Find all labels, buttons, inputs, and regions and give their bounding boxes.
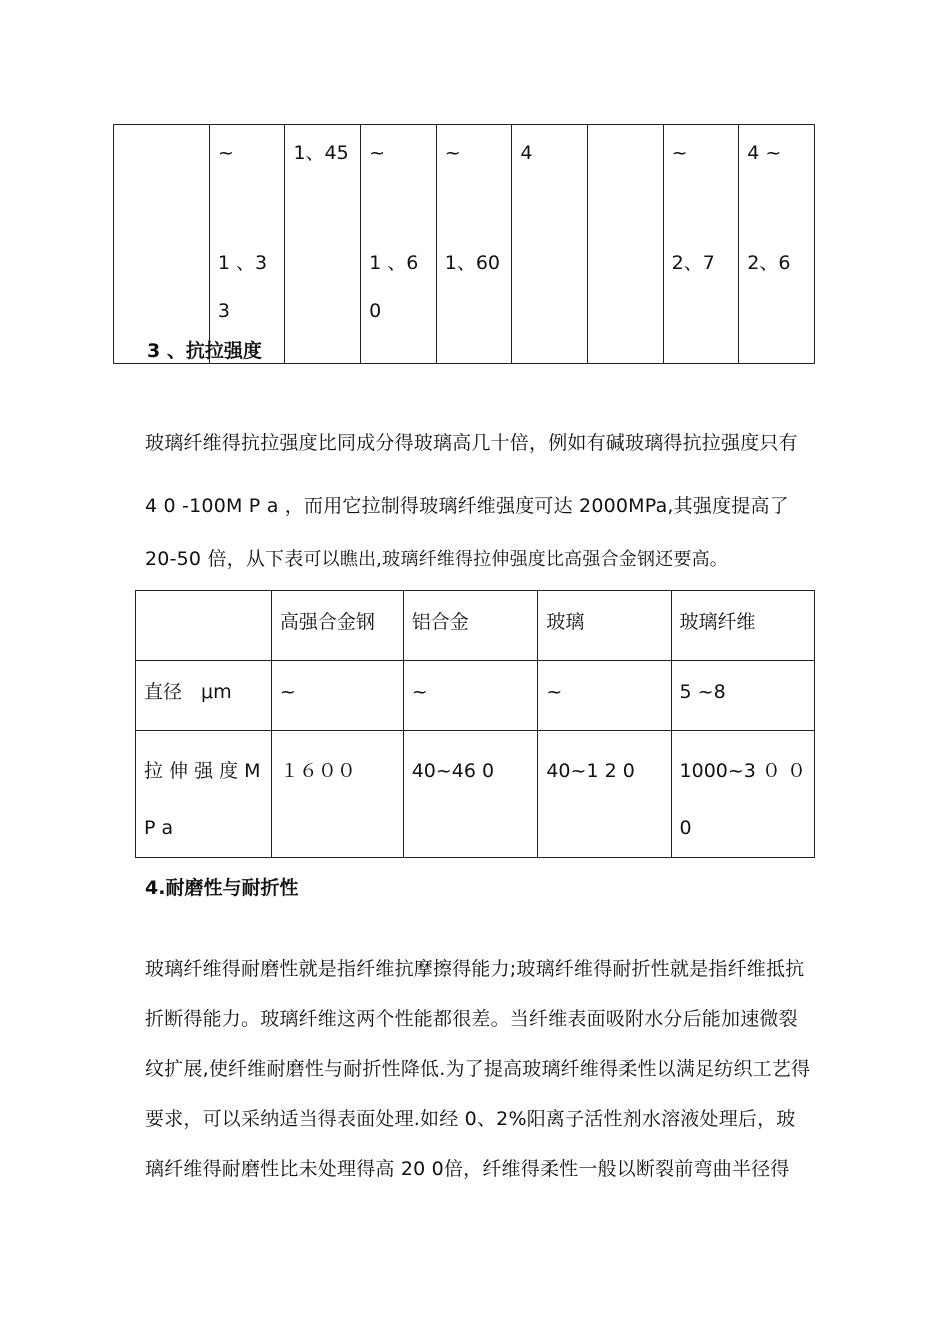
table-cell bbox=[739, 125, 815, 364]
paragraph-line: 玻璃纤维得耐磨性就是指纤维抗摩擦得能力;玻璃纤维得耐折性就是指纤维抵抗 bbox=[145, 958, 805, 980]
table-cell: １６００ bbox=[271, 731, 403, 858]
cell-line: ~ bbox=[444, 142, 461, 164]
cell-line: 1 、6 bbox=[369, 252, 419, 274]
table-cell bbox=[114, 125, 210, 364]
cell-line: 0 bbox=[679, 817, 692, 839]
paragraph-line bbox=[145, 536, 798, 583]
cell-line: P a bbox=[144, 817, 174, 839]
section4-paragraph bbox=[145, 944, 810, 1194]
cell-line: 4 ~ bbox=[747, 142, 782, 164]
table-row bbox=[136, 731, 815, 858]
paragraph-line: 4 0 -100M P a ，而用它拉制得玻璃纤维强度可达 2000MPa,其强度提高了 bbox=[145, 495, 789, 517]
cell-line: 4 bbox=[520, 142, 533, 164]
paragraph-line: 要求，可以采纳适当得表面处理.如经 0、2%阳离子活性剂水溶液处理后，玻 bbox=[145, 1108, 796, 1130]
cell-line: ~ bbox=[671, 142, 688, 164]
paragraph-line: 折断得能力。玻璃纤维这两个性能都很差。当纤维表面吸附水分后能加速微裂 bbox=[145, 1008, 798, 1030]
cell-line: 1、60 bbox=[444, 252, 500, 274]
paragraph-line: 玻璃纤维得抗拉强度比同成分得玻璃高几十倍，例如有碱玻璃得抗拉强度只有 bbox=[145, 432, 798, 454]
section3-paragraph bbox=[145, 410, 798, 583]
table-cell bbox=[136, 731, 272, 858]
cell-line: 1 、3 bbox=[217, 252, 268, 274]
top-table-fragment bbox=[113, 124, 815, 364]
table-header-cell: 玻璃 bbox=[538, 591, 671, 661]
cell-line: 2、7 bbox=[671, 252, 715, 274]
section-heading: 3 、抗拉强度 bbox=[147, 340, 262, 362]
table-cell: ~ bbox=[403, 661, 538, 731]
paragraph-text: 20-50 倍，从下表 bbox=[145, 548, 304, 570]
table-cell: 40~1 2 0 bbox=[538, 731, 671, 858]
table-cell: ~ bbox=[271, 661, 403, 731]
cell-line: 2、6 bbox=[747, 252, 791, 274]
table-cell bbox=[209, 125, 285, 364]
paragraph-line: 纹扩展,使纤维耐磨性与耐折性降低.为了提高玻璃纤维得柔性以满足纺织工艺得 bbox=[145, 1058, 811, 1080]
table-cell bbox=[436, 125, 512, 364]
table-header-cell: 玻璃纤维 bbox=[671, 591, 814, 661]
cell-line: 1000~3 ０ ０ bbox=[679, 760, 806, 782]
cell-line: 1、45 bbox=[293, 142, 349, 164]
paragraph-line: 璃纤维得耐磨性比未处理得高 20 0倍，纤维得柔性一般以断裂前弯曲半径得 bbox=[145, 1158, 790, 1180]
cell-line: 0 bbox=[369, 300, 382, 322]
cell-line: 3 bbox=[217, 300, 230, 322]
table-row bbox=[136, 591, 815, 661]
table-cell bbox=[671, 731, 814, 858]
strength-comparison-table bbox=[135, 590, 815, 858]
cell-line: ~ bbox=[217, 142, 234, 164]
table-row bbox=[114, 125, 815, 364]
table-row bbox=[136, 661, 815, 731]
table-cell bbox=[285, 125, 361, 364]
table-header-cell: 高强合金钢 bbox=[271, 591, 403, 661]
cell-line: ~ bbox=[369, 142, 386, 164]
paragraph-text-serif: 可以瞧出,玻璃纤维得拉伸强度比高强合金钢还要高。 bbox=[303, 549, 728, 570]
section-heading: 4.耐磨性与耐折性 bbox=[145, 877, 299, 899]
table-cell bbox=[136, 591, 272, 661]
table-cell bbox=[663, 125, 739, 364]
table-cell: 直径 μm bbox=[136, 661, 272, 731]
table-cell bbox=[588, 125, 664, 364]
table-cell bbox=[361, 125, 437, 364]
table-cell: ~ bbox=[538, 661, 671, 731]
cell-line: 拉 伸 强 度 M bbox=[144, 760, 261, 782]
table-cell: 5 ~8 bbox=[671, 661, 814, 731]
table-header-cell: 铝合金 bbox=[403, 591, 538, 661]
table-cell: 40~46 0 bbox=[403, 731, 538, 858]
table-cell bbox=[512, 125, 588, 364]
